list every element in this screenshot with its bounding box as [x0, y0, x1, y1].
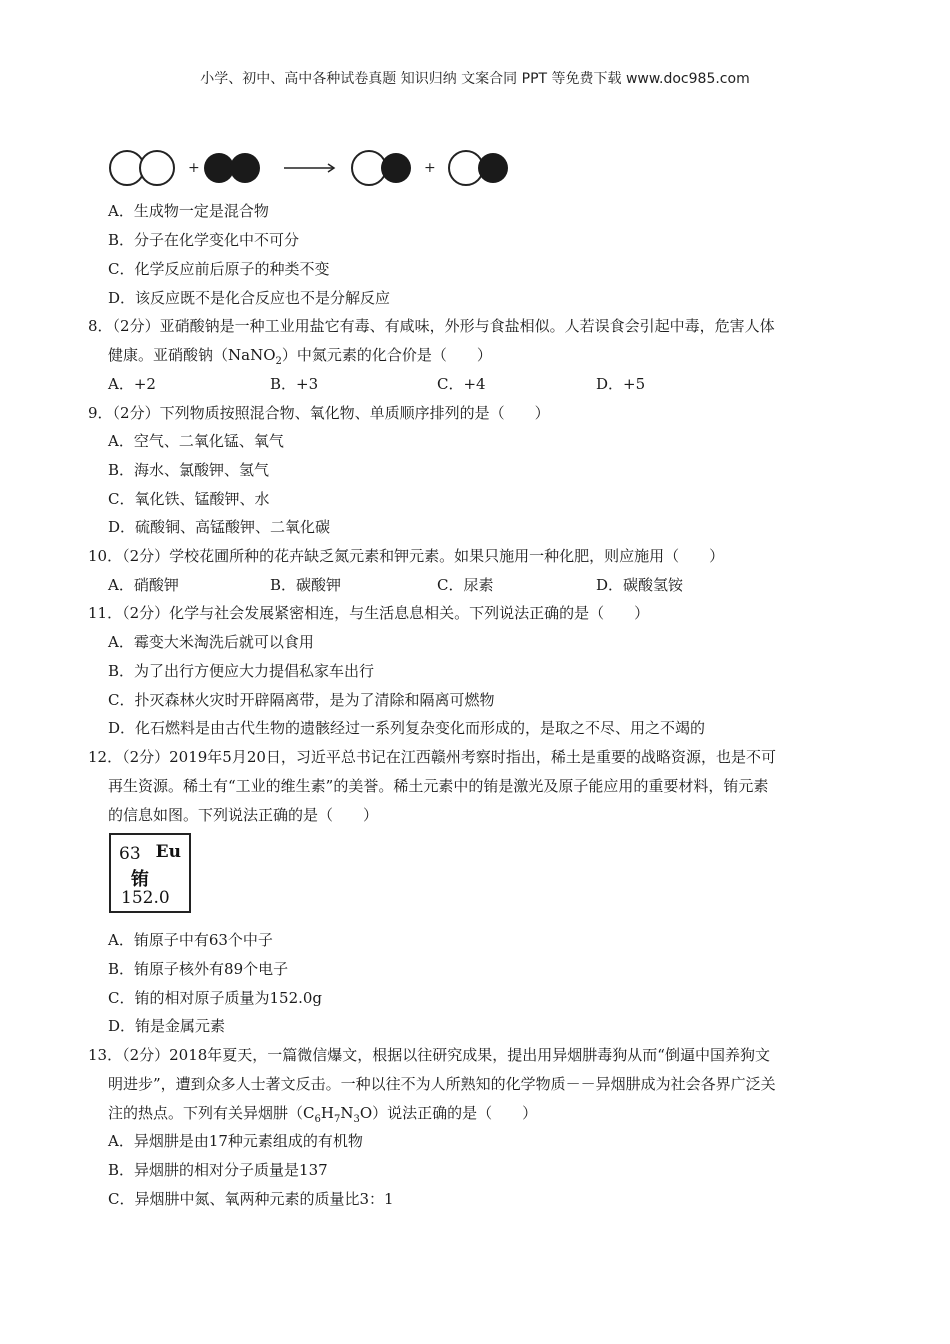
- q10-option-a: A．硝酸钾: [108, 576, 179, 594]
- q11-option-a: A．霉变大米淘洗后就可以食用: [108, 633, 314, 651]
- element-card-europium: [109, 833, 191, 913]
- q13-stem-line1: 13．（2分）2018年夏天，一篇微信爆文，根据以往研究成果，提出用异烟肼毒狗从而“倒逼中国养狗文: [88, 1046, 770, 1064]
- q10-option-b: B．碳酸钾: [270, 576, 342, 594]
- q8-option-d: D．+5: [596, 375, 646, 393]
- q13-stem-line2: 明进步”，遭到众多人士著文反击。一种以往不为人所熟知的化学物质－－异烟肼成为社会各界广泛关: [108, 1075, 776, 1093]
- q9-stem: 9．（2分）下列物质按照混合物、氧化物、单质顺序排列的是（ ）: [88, 404, 550, 422]
- q12-option-c: C．铕的相对原子质量为152.0g: [108, 989, 323, 1007]
- page-header-watermark: 小学、初中、高中各种试卷真题 知识归纳 文案合同 PPT 等免费下载 www.doc985.com: [200, 71, 750, 87]
- white-atom: [449, 151, 483, 185]
- q11-option-d: D．化石燃料是由古代生物的遗骸经过一系列复杂变化而形成的，是取之不尽、用之不竭的: [108, 719, 706, 737]
- element-atomic-mass: 152.0: [121, 888, 170, 908]
- q12-option-d: D．铕是金属元素: [108, 1017, 226, 1035]
- white-atom: [110, 151, 144, 185]
- white-atom: [140, 151, 174, 185]
- black-atom: [230, 153, 260, 183]
- q7-option-a: A．生成物一定是混合物: [108, 202, 269, 220]
- q12-stem-line1: 12．（2分）2019年5月20日，习近平总书记在江西赣州考察时指出，稀土是重要的战略资源，也是不可: [88, 748, 776, 766]
- plus-sign: +: [188, 160, 200, 176]
- q9-option-a: A．空气、二氧化锰、氧气: [108, 432, 284, 450]
- element-name: 铕: [131, 869, 149, 890]
- q13-option-b: B．异烟肼的相对分子质量是137: [108, 1161, 328, 1179]
- q9-option-d: D．硫酸铜、高锰酸钾、二氧化碳: [108, 518, 331, 536]
- q12-option-b: B．铕原子核外有89个电子: [108, 960, 289, 978]
- q11-stem: 11．（2分）化学与社会发展紧密相连，与生活息息相关。下列说法正确的是（ ）: [88, 604, 650, 622]
- black-atom: [204, 153, 234, 183]
- q8-stem-line2: 健康。亚硝酸钠（NaNO$_2$）中氮元素的化合价是（ ）: [108, 346, 492, 367]
- q13-stem-line3: 注的热点。下列有关异烟肼$(C_6H_7N_3O)$说法正确的是（ ）: [108, 1104, 538, 1125]
- q12-option-a: A．铕原子中有63个中子: [108, 931, 273, 949]
- white-atom: [352, 151, 386, 185]
- q10-option-d: D．碳酸氢铵: [596, 576, 684, 594]
- q8-option-a: A．+2: [108, 375, 156, 393]
- black-atom: [478, 153, 508, 183]
- black-atom: [381, 153, 411, 183]
- q8-stem-line1: 8．（2分）亚硝酸钠是一种工业用盐它有毒、有咸味，外形与食盐相似。人若误食会引起中毒，危害人体: [88, 317, 775, 335]
- q10-option-c: C．尿素: [437, 576, 494, 594]
- q13-option-c: C．异烟肼中氮、氧两种元素的质量比3：1: [108, 1190, 394, 1208]
- q8-option-b: B．+3: [270, 375, 319, 393]
- q7-option-d: D．该反应既不是化合反应也不是分解反应: [108, 289, 391, 307]
- q7-option-b: B．分子在化学变化中不可分: [108, 231, 300, 249]
- q13-option-a: A．异烟肼是由17种元素组成的有机物: [108, 1132, 363, 1150]
- plus-sign: +: [424, 160, 436, 176]
- q11-option-c: C．扑灭森林火灾时开辟隔离带，是为了清除和隔离可燃物: [108, 691, 495, 709]
- q12-stem-line2: 再生资源。稀土有“工业的维生素”的美誉。稀土元素中的铕是激光及原子能应用的重要材料，铕元素: [108, 777, 769, 795]
- q12-stem-line3: 的信息如图。下列说法正确的是（ ）: [108, 806, 379, 824]
- reaction-molecule-diagram: [106, 145, 526, 191]
- q10-stem: 10．（2分）学校花圃所种的花卉缺乏氮元素和钾元素。如果只施用一种化肥，则应施用（ ）: [88, 547, 725, 565]
- q8-option-c: C．+4: [437, 375, 486, 393]
- q9-option-b: B．海水、氯酸钾、氢气: [108, 461, 270, 479]
- q7-option-c: C．化学反应前后原子的种类不变: [108, 260, 330, 278]
- q9-option-c: C．氧化铁、锰酸钾、水: [108, 490, 270, 508]
- q11-option-b: B．为了出行方便应大力提倡私家车出行: [108, 662, 375, 680]
- element-symbol: Eu: [155, 842, 181, 862]
- element-atomic-number: 63: [119, 844, 141, 864]
